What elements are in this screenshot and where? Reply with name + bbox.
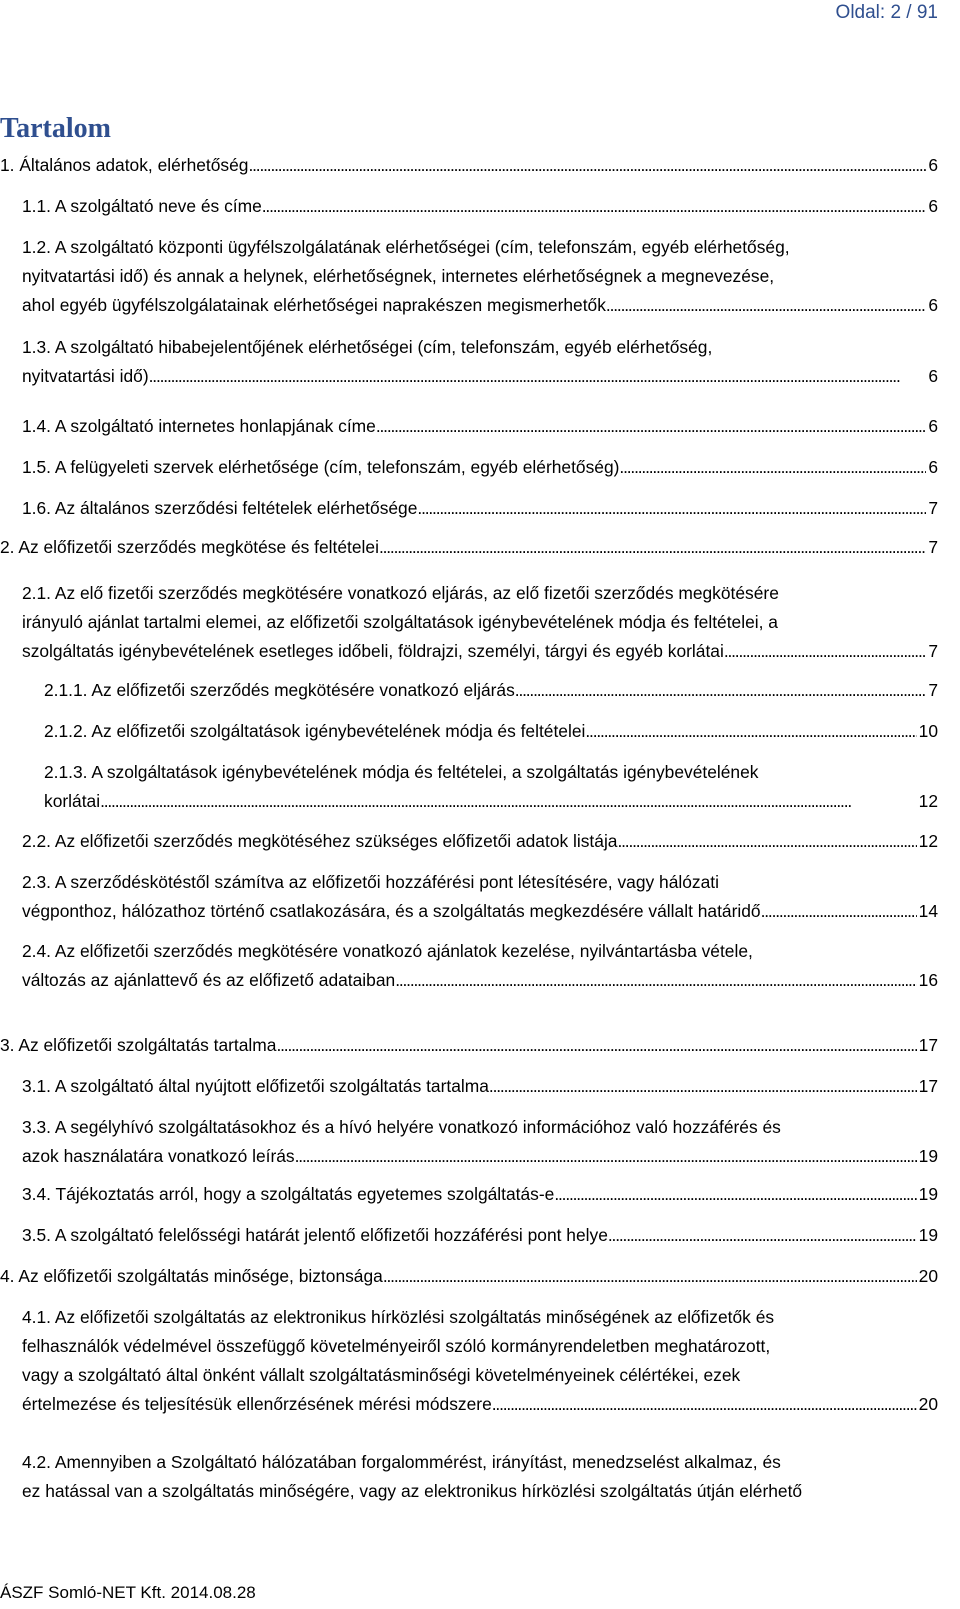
toc-entry[interactable] [22,868,938,926]
toc-entry-text: nyitvatartási idő) és annak a helynek, elérhetőségnek, internetes elérhetőségnek a megnevezése, [22,266,775,286]
dot-leader [724,637,927,666]
dot-leader [100,787,917,816]
dot-leader [395,966,916,995]
toc-entry[interactable] [22,233,938,320]
toc-entry-line [22,494,938,523]
toc-entry[interactable] [22,1180,938,1209]
toc-entry-line [44,676,938,705]
toc-entry[interactable] [0,151,938,180]
toc-entry-line [22,192,938,221]
toc-page-number: 7 [928,641,938,661]
dot-leader [761,897,917,926]
toc-page-number: 19 [918,1225,938,1245]
toc-entry-text: nyitvatartási idő) [22,366,149,386]
dot-leader [276,1031,916,1060]
toc-entry[interactable] [44,758,938,816]
toc-entry[interactable] [22,1113,938,1171]
toc-entry-line [22,1390,938,1419]
toc-entry-text: 1. Általános adatok, elérhetőség [0,155,249,175]
dot-leader [262,192,927,221]
toc-entry-text: 3.4. Tájékoztatás arról, hogy a szolgáltatás egyetemes szolgáltatás-e [22,1184,555,1204]
toc-page-number: 12 [918,831,938,851]
dot-leader [383,1262,917,1291]
toc-page-number: 17 [918,1076,938,1096]
toc-entry-line [22,966,938,995]
dot-leader [149,362,927,391]
toc-entry-text: 1.6. Az általános szerződési feltételek elérhetősége [22,498,418,518]
toc-entry-text: azok használatára vonatkozó leírás [22,1146,295,1166]
toc-entry-text: irányuló ajánlat tartalmi elemei, az előfizetői szolgáltatások igénybevételének módja és feltételei, a [22,612,778,632]
toc-entry-text: 2.3. A szerződéskötéstől számítva az előfizetői hozzáférési pont létesítésére, vagy hálózati [22,872,719,892]
toc-entry-text: felhasználók védelmével összefüggő követelményeiről szóló kormányrendeletben meghatározott, [22,1336,771,1356]
toc-entry-line [22,1142,938,1171]
dot-leader [515,676,927,705]
toc-page-number: 6 [928,295,938,315]
toc-entry-text: 1.4. A szolgáltató internetes honlapjának címe [22,416,376,436]
toc-entry-text: értelmezése és teljesítésük ellenőrzésének mérési módszere [22,1394,492,1414]
toc-entry-text: 1.3. A szolgáltató hibabejelentőjének elérhetőségei (cím, telefonszám, egyéb elérhetőség, [22,337,713,357]
toc-page-number: 20 [918,1266,938,1286]
toc-entry-line [0,533,938,562]
toc-entry-line [22,827,938,856]
toc-entry[interactable] [22,494,938,523]
toc-entry[interactable] [22,1303,938,1419]
toc-entry-text: vagy a szolgáltató által önként vállalt szolgáltatásminőségi követelményeinek célértékei, ezek [22,1365,741,1385]
toc-entry-text: 2.1.2. Az előfizetői szolgáltatások igénybevételének módja és feltételei [44,721,586,741]
dot-leader [585,717,916,746]
toc-entry-text: 2.4. Az előfizetői szerződés megkötésére vonatkozó ajánlatok kezelése, nyilvántartásba vétele, [22,941,753,961]
toc-entry-text: 3.1. A szolgáltató által nyújtott előfizetői szolgáltatás tartalma [22,1076,489,1096]
toc-entry[interactable] [44,676,938,705]
dot-leader [606,291,926,320]
toc-entry-line [22,1072,938,1101]
toc-entry-text: 4.2. Amennyiben a Szolgáltató hálózatában forgalommérést, irányítást, menedzselést alkalmaz, és [22,1452,781,1472]
toc-entry-line [44,787,938,816]
toc-entry[interactable] [22,1448,938,1506]
toc-entry-text: szolgáltatás igénybevételének esetleges időbeli, földrajzi, személyi, tárgyi és egyéb korlátai [22,641,724,661]
toc-title: Tartalom [0,113,111,144]
toc-entry-line [22,362,938,391]
toc-entry-line [0,1031,938,1060]
toc-entry-line [44,717,938,746]
toc-page-number: 7 [928,498,938,518]
toc-page-number: 16 [918,970,938,990]
toc-entry-line [22,1221,938,1250]
toc-entry[interactable] [22,333,938,391]
toc-entry[interactable] [22,1072,938,1101]
toc-entry-text: 2.1.3. A szolgáltatások igénybevételének módja és feltételei, a szolgáltatás igénybevételének [44,762,759,782]
toc-entry-text: korlátai [44,791,101,811]
dot-leader [617,827,916,856]
toc-entry-line [0,1262,938,1291]
toc-entry[interactable] [22,453,938,482]
toc-entry-text: 3.5. A szolgáltató felelősségi határát jelentő előfizetői hozzáférési pont helye [22,1225,608,1245]
dot-leader [619,453,926,482]
toc-page-number: 14 [918,901,938,921]
toc-page-number: 6 [928,366,938,386]
toc-entry-text: változás az ajánlattevő és az előfizető adataiban [22,970,396,990]
toc-entry-text: 4.1. Az előfizetői szolgáltatás az elektronikus hírközlési szolgáltatás minőségének az előfizetők és [22,1307,775,1327]
toc-entry[interactable] [0,1031,938,1060]
toc-page-number: 7 [928,680,938,700]
toc-entry-line [22,453,938,482]
toc-entry[interactable] [22,579,938,666]
page-number: Oldal: 2 / 91 [835,2,938,23]
dot-leader [608,1221,917,1250]
toc-entry-text: végponthoz, hálózathoz történő csatlakozására, és a szolgáltatás megkezdésére vállalt határidő [22,901,761,921]
toc-page-number: 7 [928,537,938,557]
toc-entry-line [0,151,938,180]
toc-entry[interactable] [22,827,938,856]
dot-leader [492,1390,917,1419]
toc-entry[interactable] [22,1221,938,1250]
toc-page-number: 10 [918,721,938,741]
toc-page-number: 6 [928,416,938,436]
toc-entry-text: ez hatással van a szolgáltatás minőségére, vagy az elektronikus hírközlési szolgáltatás útján elérhető [22,1481,803,1501]
toc-page-number: 6 [928,155,938,175]
toc-page-number: 6 [928,196,938,216]
toc-entry-line [22,291,938,320]
toc-entry-text: 1.1. A szolgáltató neve és címe [22,196,262,216]
toc-entry-text: 1.2. A szolgáltató központi ügyfélszolgálatának elérhetőségei (cím, telefonszám, egyéb elérhetőség, [22,237,790,257]
toc-entry[interactable] [0,1262,938,1291]
dot-leader [376,412,926,441]
toc-entry-text: ahol egyéb ügyfélszolgálatainak elérhetőségei naprakészen megismerhetők [22,295,606,315]
toc-entry-text: 3. Az előfizetői szolgáltatás tartalma [0,1035,277,1055]
toc-page-number: 19 [918,1146,938,1166]
dot-leader [417,494,926,523]
toc-entry-text: 2.1. Az elő fizetői szerződés megkötésére vonatkozó eljárás, az elő fizetői szerződés megkötésére [22,583,779,603]
toc-entry[interactable] [22,937,938,995]
dot-leader [554,1180,916,1209]
toc-entry-text: 2.2. Az előfizetői szerződés megkötéséhez szükséges előfizetői adatok listája [22,831,618,851]
toc-entry-text: 2. Az előfizetői szerződés megkötése és feltételei [0,537,379,557]
toc-page-number: 12 [918,791,938,811]
toc-entry[interactable] [22,412,938,441]
footer: ÁSZF Somló-NET Kft. 2014.08.28 [0,1583,256,1602]
toc-entry-line [22,897,938,926]
toc-entry-text: 4. Az előfizetői szolgáltatás minősége, biztonsága [0,1266,383,1286]
toc-entry[interactable] [44,717,938,746]
toc-entry[interactable] [22,192,938,221]
dot-leader [248,151,926,180]
dot-leader [489,1072,917,1101]
toc-entry-text: 2.1.1. Az előfizetői szerződés megkötésére vonatkozó eljárás [44,680,515,700]
toc-page-number: 20 [918,1394,938,1414]
toc-page-number: 19 [918,1184,938,1204]
toc-entry[interactable] [0,533,938,562]
toc-entry-text: 1.5. A felügyeleti szervek elérhetősége (cím, telefonszám, egyéb elérhetőség) [22,457,620,477]
dot-leader [379,533,926,562]
toc-entry-line [22,637,938,666]
toc-entry-line [22,1180,938,1209]
toc-entry-text: 3.3. A segélyhívó szolgáltatásokhoz és a hívó helyére vonatkozó információhoz való hozzáférés és [22,1117,781,1137]
toc-page-number: 6 [928,457,938,477]
toc-entry-line [22,412,938,441]
dot-leader [295,1142,917,1171]
toc-page-number: 17 [918,1035,938,1055]
